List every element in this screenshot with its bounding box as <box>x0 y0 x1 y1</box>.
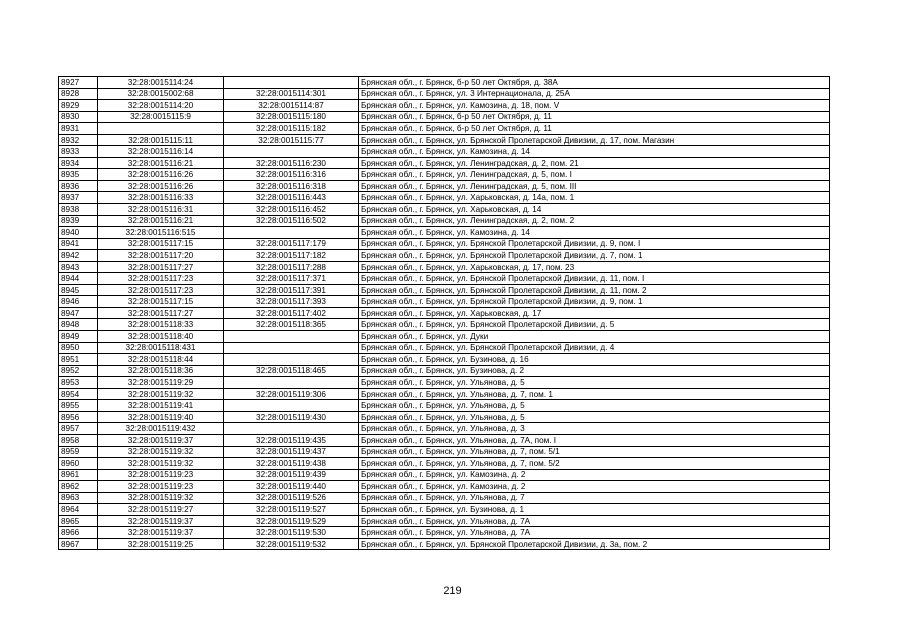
address-cell: Брянская обл., г. Брянск, ул. Ульянова, д. 7, пом. 1 <box>359 388 830 400</box>
land-cadastral-number-cell: 32:28:0015114:20 <box>98 100 224 112</box>
address-cell: Брянская обл., г. Брянск, ул. Ульянова, д. 7, пом. 5/2 <box>359 458 830 470</box>
row-number-cell: 8937 <box>59 192 98 204</box>
address-cell: Брянская обл., г. Брянск, ул. 3 Интернационала, д. 25А <box>359 88 830 100</box>
object-cadastral-number-cell: 32:28:0015119:437 <box>224 446 359 458</box>
row-number-cell: 8951 <box>59 354 98 366</box>
address-cell: Брянская обл., г. Брянск, ул. Ульянова, д. 7А, пом. I <box>359 434 830 446</box>
row-number-cell: 8938 <box>59 204 98 216</box>
land-cadastral-number-cell: 32:28:0015116:33 <box>98 192 224 204</box>
address-cell: Брянская обл., г. Брянск, б-р 50 лет Октября, д. 38А <box>359 77 830 89</box>
row-number-cell: 8963 <box>59 492 98 504</box>
land-cadastral-number-cell: 32:28:0015119:41 <box>98 400 224 412</box>
object-cadastral-number-cell: 32:28:0015114:301 <box>224 88 359 100</box>
object-cadastral-number-cell <box>224 77 359 89</box>
table-row <box>59 284 830 296</box>
land-cadastral-number-cell: 32:28:0015116:21 <box>98 157 224 169</box>
object-cadastral-number-cell: 32:28:0015116:316 <box>224 169 359 181</box>
address-cell: Брянская обл., г. Брянск, ул. Ульянова, д. 5 <box>359 400 830 412</box>
land-cadastral-number-cell: 32:28:0015119:23 <box>98 469 224 481</box>
row-number-cell: 8944 <box>59 273 98 285</box>
address-cell: Брянская обл., г. Брянск, ул. Брянской Пролетарской Дивизии, д. 17, пом. Магазин <box>359 134 830 146</box>
table-row <box>59 377 830 389</box>
table-row <box>59 88 830 100</box>
land-cadastral-number-cell: 32:28:0015118:33 <box>98 319 224 331</box>
table-row <box>59 400 830 412</box>
land-cadastral-number-cell: 32:28:0015117:27 <box>98 261 224 273</box>
row-number-cell: 8952 <box>59 365 98 377</box>
table-row <box>59 538 830 550</box>
row-number-cell: 8933 <box>59 146 98 158</box>
row-number-cell: 8955 <box>59 400 98 412</box>
table-row <box>59 446 830 458</box>
address-cell: Брянская обл., г. Брянск, ул. Брянской Пролетарской Дивизии, д. 11, пом. I <box>359 273 830 285</box>
object-cadastral-number-cell: 32:28:0015117:393 <box>224 296 359 308</box>
table-row <box>59 307 830 319</box>
land-cadastral-number-cell: 32:28:0015119:432 <box>98 423 224 435</box>
row-number-cell: 8959 <box>59 446 98 458</box>
object-cadastral-number-cell: 32:28:0015116:318 <box>224 180 359 192</box>
land-cadastral-number-cell: 32:28:0015117:20 <box>98 250 224 262</box>
table-row <box>59 458 830 470</box>
object-cadastral-number-cell: 32:28:0015116:452 <box>224 204 359 216</box>
address-cell: Брянская обл., г. Брянск, ул. Камозина, д. 2 <box>359 469 830 481</box>
address-cell: Брянская обл., г. Брянск, ул. Ленинградская, д. 5, пом. I <box>359 169 830 181</box>
row-number-cell: 8927 <box>59 77 98 89</box>
address-cell: Брянская обл., г. Брянск, ул. Брянской Пролетарской Дивизии, д. 5 <box>359 319 830 331</box>
land-cadastral-number-cell: 32:28:0015117:15 <box>98 296 224 308</box>
table-row <box>59 515 830 527</box>
land-cadastral-number-cell: 32:28:0015117:23 <box>98 284 224 296</box>
table-row <box>59 215 830 227</box>
row-number-cell: 8932 <box>59 134 98 146</box>
row-number-cell: 8966 <box>59 527 98 539</box>
land-cadastral-number-cell: 32:28:0015118:44 <box>98 354 224 366</box>
table-row <box>59 227 830 239</box>
row-number-cell: 8964 <box>59 504 98 516</box>
object-cadastral-number-cell <box>224 342 359 354</box>
land-cadastral-number-cell: 32:28:0015116:515 <box>98 227 224 239</box>
row-number-cell: 8954 <box>59 388 98 400</box>
table-row <box>59 354 830 366</box>
table-row <box>59 481 830 493</box>
table-row <box>59 77 830 89</box>
land-cadastral-number-cell: 32:28:0015119:27 <box>98 504 224 516</box>
row-number-cell: 8948 <box>59 319 98 331</box>
row-number-cell: 8942 <box>59 250 98 262</box>
address-cell: Брянская обл., г. Брянск, ул. Брянской Пролетарской Дивизии, д. 7, пом. 1 <box>359 250 830 262</box>
row-number-cell: 8960 <box>59 458 98 470</box>
table-row <box>59 100 830 112</box>
land-cadastral-number-cell: 32:28:0015119:37 <box>98 515 224 527</box>
land-cadastral-number-cell: 32:28:0015119:37 <box>98 434 224 446</box>
object-cadastral-number-cell: 32:28:0015118:365 <box>224 319 359 331</box>
land-cadastral-number-cell: 32:28:0015119:37 <box>98 527 224 539</box>
address-cell: Брянская обл., г. Брянск, ул. Брянской Пролетарской Дивизии, д. 9, пом. I <box>359 238 830 250</box>
address-cell: Брянская обл., г. Брянск, ул. Ульянова, д. 5 <box>359 411 830 423</box>
row-number-cell: 8947 <box>59 307 98 319</box>
table-row <box>59 388 830 400</box>
object-cadastral-number-cell: 32:28:0015119:529 <box>224 515 359 527</box>
row-number-cell: 8940 <box>59 227 98 239</box>
table-row <box>59 146 830 158</box>
table-row <box>59 365 830 377</box>
address-cell: Брянская обл., г. Брянск, ул. Харьковская, д. 17, пом. 23 <box>359 261 830 273</box>
object-cadastral-number-cell: 32:28:0015119:526 <box>224 492 359 504</box>
row-number-cell: 8945 <box>59 284 98 296</box>
table-row <box>59 492 830 504</box>
table-row <box>59 504 830 516</box>
table-row <box>59 123 830 135</box>
address-cell: Брянская обл., г. Брянск, ул. Ленинградская, д. 2, пом. 21 <box>359 157 830 169</box>
address-cell: Брянская обл., г. Брянск, ул. Бузинова, д. 1 <box>359 504 830 516</box>
object-cadastral-number-cell: 32:28:0015115:180 <box>224 111 359 123</box>
row-number-cell: 8957 <box>59 423 98 435</box>
address-cell: Брянская обл., г. Брянск, ул. Харьковская, д. 14 <box>359 204 830 216</box>
land-cadastral-number-cell <box>98 123 224 135</box>
object-cadastral-number-cell: 32:28:0015119:527 <box>224 504 359 516</box>
object-cadastral-number-cell <box>224 227 359 239</box>
object-cadastral-number-cell <box>224 331 359 343</box>
object-cadastral-number-cell: 32:28:0015118:465 <box>224 365 359 377</box>
table-row <box>59 238 830 250</box>
table-row <box>59 331 830 343</box>
row-number-cell: 8953 <box>59 377 98 389</box>
land-cadastral-number-cell: 32:28:0015119:40 <box>98 411 224 423</box>
object-cadastral-number-cell: 32:28:0015119:532 <box>224 538 359 550</box>
land-cadastral-number-cell: 32:28:0015115:9 <box>98 111 224 123</box>
land-cadastral-number-cell: 32:28:0015116:31 <box>98 204 224 216</box>
table-row <box>59 296 830 308</box>
object-cadastral-number-cell: 32:28:0015119:530 <box>224 527 359 539</box>
object-cadastral-number-cell <box>224 146 359 158</box>
object-cadastral-number-cell: 32:28:0015117:371 <box>224 273 359 285</box>
address-cell: Брянская обл., г. Брянск, ул. Харьковская, д. 17 <box>359 307 830 319</box>
row-number-cell: 8941 <box>59 238 98 250</box>
land-cadastral-number-cell: 32:28:0015119:23 <box>98 481 224 493</box>
row-number-cell: 8934 <box>59 157 98 169</box>
land-cadastral-number-cell: 32:28:0015117:23 <box>98 273 224 285</box>
row-number-cell: 8949 <box>59 331 98 343</box>
address-cell: Брянская обл., г. Брянск, ул. Дуки <box>359 331 830 343</box>
row-number-cell: 8965 <box>59 515 98 527</box>
row-number-cell: 8929 <box>59 100 98 112</box>
address-cell: Брянская обл., г. Брянск, ул. Камозина, д. 18, пом. V <box>359 100 830 112</box>
address-cell: Брянская обл., г. Брянск, ул. Ульянова, д. 7, пом. 5/1 <box>359 446 830 458</box>
row-number-cell: 8935 <box>59 169 98 181</box>
object-cadastral-number-cell: 32:28:0015116:230 <box>224 157 359 169</box>
table-row <box>59 423 830 435</box>
object-cadastral-number-cell: 32:28:0015119:435 <box>224 434 359 446</box>
row-number-cell: 8967 <box>59 538 98 550</box>
land-cadastral-number-cell: 32:28:0015116:21 <box>98 215 224 227</box>
address-cell: Брянская обл., г. Брянск, ул. Брянской Пролетарской Дивизии, д. 3а, пом. 2 <box>359 538 830 550</box>
row-number-cell: 8950 <box>59 342 98 354</box>
object-cadastral-number-cell <box>224 377 359 389</box>
address-cell: Брянская обл., г. Брянск, ул. Ульянова, д. 7А <box>359 515 830 527</box>
page-number: 219 <box>443 585 462 597</box>
table-row <box>59 342 830 354</box>
object-cadastral-number-cell: 32:28:0015114:87 <box>224 100 359 112</box>
object-cadastral-number-cell: 32:28:0015115:77 <box>224 134 359 146</box>
table-row <box>59 411 830 423</box>
table-row <box>59 180 830 192</box>
address-cell: Брянская обл., г. Брянск, ул. Ульянова, д. 7 <box>359 492 830 504</box>
land-cadastral-number-cell: 32:28:0015118:40 <box>98 331 224 343</box>
land-cadastral-number-cell: 32:28:0015002:68 <box>98 88 224 100</box>
address-cell: Брянская обл., г. Брянск, ул. Ульянова, д. 7А <box>359 527 830 539</box>
land-cadastral-number-cell: 32:28:0015119:32 <box>98 446 224 458</box>
table-row <box>59 319 830 331</box>
table-row <box>59 111 830 123</box>
row-number-cell: 8962 <box>59 481 98 493</box>
land-cadastral-number-cell: 32:28:0015119:32 <box>98 492 224 504</box>
table-row <box>59 273 830 285</box>
table-row <box>59 169 830 181</box>
table-row <box>59 434 830 446</box>
object-cadastral-number-cell: 32:28:0015116:443 <box>224 192 359 204</box>
object-cadastral-number-cell: 32:28:0015117:182 <box>224 250 359 262</box>
object-cadastral-number-cell: 32:28:0015117:179 <box>224 238 359 250</box>
address-cell: Брянская обл., г. Брянск, ул. Ульянова, д. 3 <box>359 423 830 435</box>
address-cell: Брянская обл., г. Брянск, ул. Харьковская, д. 14а, пом. 1 <box>359 192 830 204</box>
address-cell: Брянская обл., г. Брянск, ул. Ульянова, д. 5 <box>359 377 830 389</box>
address-cell: Брянская обл., г. Брянск, б-р 50 лет Октября, д. 11 <box>359 111 830 123</box>
land-cadastral-number-cell: 32:28:0015114:24 <box>98 77 224 89</box>
row-number-cell: 8958 <box>59 434 98 446</box>
row-number-cell: 8961 <box>59 469 98 481</box>
row-number-cell: 8936 <box>59 180 98 192</box>
registry-table-body <box>59 77 830 550</box>
address-cell: Брянская обл., г. Брянск, ул. Брянской Пролетарской Дивизии, д. 4 <box>359 342 830 354</box>
land-cadastral-number-cell: 32:28:0015118:431 <box>98 342 224 354</box>
land-cadastral-number-cell: 32:28:0015119:32 <box>98 388 224 400</box>
address-cell: Брянская обл., г. Брянск, б-р 50 лет Октября, д. 11 <box>359 123 830 135</box>
address-cell: Брянская обл., г. Брянск, ул. Брянской Пролетарской Дивизии, д. 9, пом. 1 <box>359 296 830 308</box>
table-row <box>59 204 830 216</box>
land-cadastral-number-cell: 32:28:0015119:29 <box>98 377 224 389</box>
object-cadastral-number-cell: 32:28:0015119:438 <box>224 458 359 470</box>
row-number-cell: 8931 <box>59 123 98 135</box>
row-number-cell: 8946 <box>59 296 98 308</box>
registry-table <box>58 76 830 550</box>
table-row <box>59 134 830 146</box>
row-number-cell: 8930 <box>59 111 98 123</box>
object-cadastral-number-cell: 32:28:0015119:439 <box>224 469 359 481</box>
land-cadastral-number-cell: 32:28:0015117:15 <box>98 238 224 250</box>
land-cadastral-number-cell: 32:28:0015116:26 <box>98 169 224 181</box>
land-cadastral-number-cell: 32:28:0015116:14 <box>98 146 224 158</box>
table-row <box>59 469 830 481</box>
table-row <box>59 157 830 169</box>
object-cadastral-number-cell: 32:28:0015117:288 <box>224 261 359 273</box>
table-row <box>59 527 830 539</box>
land-cadastral-number-cell: 32:28:0015119:25 <box>98 538 224 550</box>
address-cell: Брянская обл., г. Брянск, ул. Ленинградская, д. 5, пом. III <box>359 180 830 192</box>
land-cadastral-number-cell: 32:28:0015117:27 <box>98 307 224 319</box>
object-cadastral-number-cell <box>224 400 359 412</box>
object-cadastral-number-cell: 32:28:0015119:430 <box>224 411 359 423</box>
address-cell: Брянская обл., г. Брянск, ул. Брянской Пролетарской Дивизии, д. 11, пом. 2 <box>359 284 830 296</box>
address-cell: Брянская обл., г. Брянск, ул. Бузинова, д. 2 <box>359 365 830 377</box>
table-row <box>59 192 830 204</box>
row-number-cell: 8939 <box>59 215 98 227</box>
row-number-cell: 8928 <box>59 88 98 100</box>
address-cell: Брянская обл., г. Брянск, ул. Камозина, д. 2 <box>359 481 830 493</box>
land-cadastral-number-cell: 32:28:0015118:36 <box>98 365 224 377</box>
object-cadastral-number-cell <box>224 423 359 435</box>
land-cadastral-number-cell: 32:28:0015116:26 <box>98 180 224 192</box>
object-cadastral-number-cell: 32:28:0015115:182 <box>224 123 359 135</box>
table-row <box>59 250 830 262</box>
object-cadastral-number-cell: 32:28:0015117:402 <box>224 307 359 319</box>
address-cell: Брянская обл., г. Брянск, ул. Камозина, д. 14 <box>359 227 830 239</box>
object-cadastral-number-cell <box>224 354 359 366</box>
address-cell: Брянская обл., г. Брянск, ул. Бузинова, д. 16 <box>359 354 830 366</box>
row-number-cell: 8956 <box>59 411 98 423</box>
address-cell: Брянская обл., г. Брянск, ул. Камозина, д. 14 <box>359 146 830 158</box>
land-cadastral-number-cell: 32:28:0015115:11 <box>98 134 224 146</box>
object-cadastral-number-cell: 32:28:0015119:440 <box>224 481 359 493</box>
table-row <box>59 261 830 273</box>
object-cadastral-number-cell: 32:28:0015116:502 <box>224 215 359 227</box>
row-number-cell: 8943 <box>59 261 98 273</box>
object-cadastral-number-cell: 32:28:0015117:391 <box>224 284 359 296</box>
object-cadastral-number-cell: 32:28:0015119:306 <box>224 388 359 400</box>
address-cell: Брянская обл., г. Брянск, ул. Ленинградская, д. 2, пом. 2 <box>359 215 830 227</box>
land-cadastral-number-cell: 32:28:0015119:32 <box>98 458 224 470</box>
